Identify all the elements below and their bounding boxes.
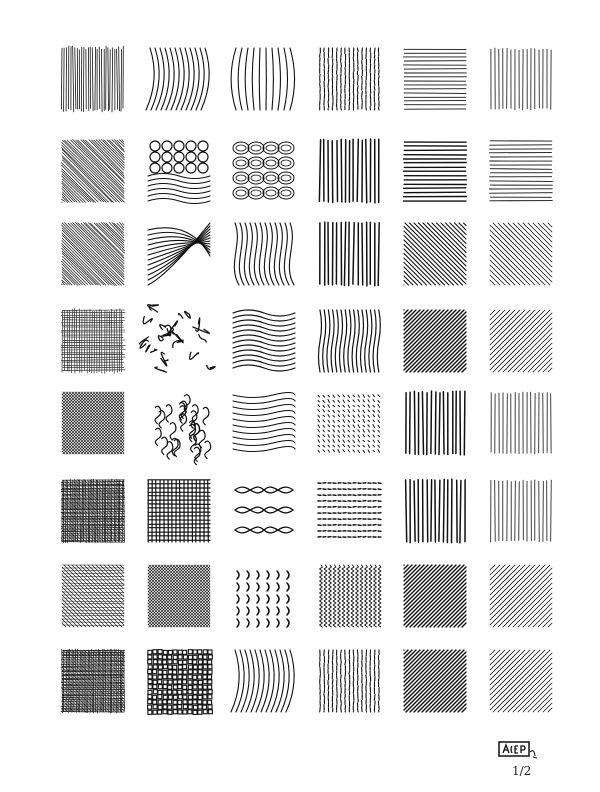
curved-strokes-swatch	[237, 571, 289, 627]
page-number: 1/2	[512, 764, 532, 778]
diagonal-crosshatch-swatch	[62, 392, 124, 454]
grid-weave-swatch	[148, 480, 210, 542]
loose-diagonal-swatch	[490, 565, 552, 627]
dense-vertical-lines-swatch	[406, 391, 465, 455]
long-diagonal-swatch	[490, 650, 552, 712]
woven-grid-swatch	[148, 650, 213, 715]
thin-horizontal-lines-swatch	[490, 141, 553, 201]
dark-crosshatch-swatch	[61, 479, 125, 543]
curved-vertical-lines-swatch	[146, 48, 209, 110]
interlocking-ovals-swatch	[233, 142, 294, 199]
artist-signature	[497, 738, 543, 762]
light-diagonal-lines-swatch	[490, 223, 552, 285]
dashed-rows-swatch	[318, 395, 380, 453]
vertical-lines-swatch	[320, 222, 379, 286]
thick-horizontal-lines-swatch	[404, 142, 467, 201]
textured-crosshatch-swatch	[61, 649, 125, 713]
mottled-diagonal-swatch	[404, 650, 466, 712]
light-crosshatch-swatch	[62, 565, 124, 627]
wavy-vertical-strokes-swatch	[319, 310, 381, 372]
wavy-horizontal-lines-swatch	[233, 310, 295, 371]
circles-and-waves-swatch	[148, 141, 210, 204]
diagonal-grid-swatch	[148, 565, 210, 627]
stippled-vertical-lines-swatch	[320, 48, 380, 110]
sketchy-diagonal-hatch-swatch	[62, 223, 125, 286]
ticked-vertical-swatch	[320, 650, 380, 712]
bold-vertical-lines-swatch	[319, 139, 378, 203]
bold-diagonal-lines-swatch	[404, 310, 466, 372]
zigzag-vertical-swatch	[320, 565, 381, 627]
cellular-pattern-swatch	[140, 305, 215, 372]
bulging-vertical-lines-swatch	[231, 48, 294, 110]
diagonal-hatch-swatch	[62, 140, 125, 203]
fanned-curves-swatch	[148, 223, 210, 285]
irregular-vertical-lines-swatch	[406, 479, 466, 543]
vertical-lines-light-swatch	[491, 392, 551, 454]
soft-wavy-lines-swatch	[233, 393, 295, 452]
crosshatch-grid-swatch	[61, 309, 126, 374]
squiggle-maze-swatch	[155, 395, 211, 465]
thin-diagonal-lines-swatch	[490, 310, 552, 372]
wavy-vertical-lines-swatch	[234, 223, 294, 285]
dash-rows-swatch	[318, 483, 381, 538]
arched-lines-swatch	[231, 650, 294, 712]
fine-vertical-lines-swatch	[491, 48, 551, 110]
shaded-diagonal-swatch	[404, 565, 466, 627]
diagonal-lines-swatch	[404, 223, 466, 285]
horizontal-lines-swatch	[404, 49, 467, 109]
even-vertical-lines-swatch	[491, 480, 552, 542]
dense-vertical-hatch-swatch	[61, 46, 123, 112]
loop-bands-swatch	[235, 487, 293, 533]
